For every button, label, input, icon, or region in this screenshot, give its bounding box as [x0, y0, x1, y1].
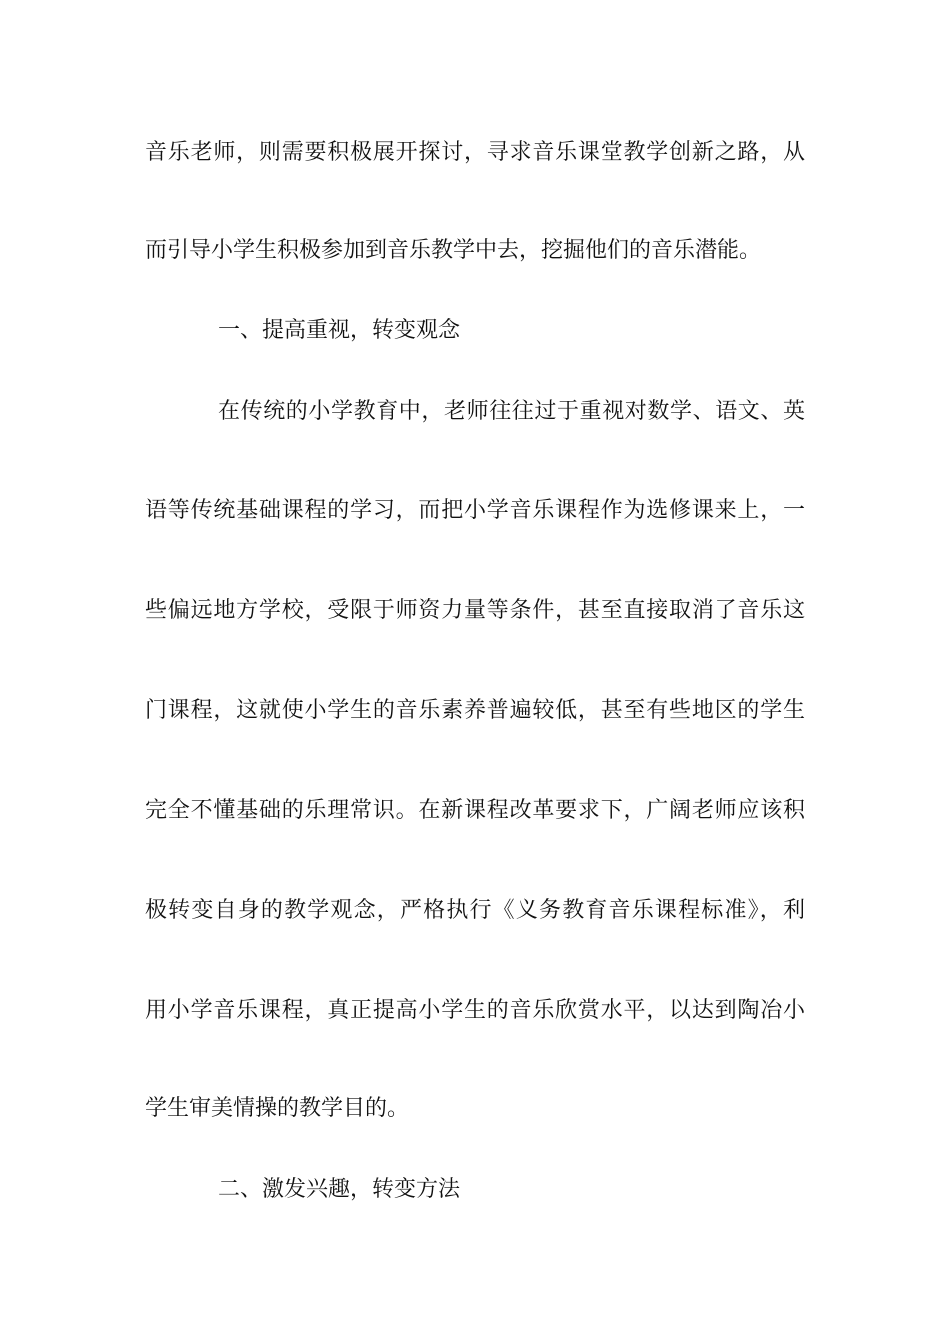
- text-line: 而引导小学生积极参加到音乐教学中去，挖掘他们的音乐潜能。: [145, 238, 762, 263]
- paragraph-first-line: 在传统的小学教育中，老师往往过于重视对数学、语文、英: [218, 399, 805, 424]
- text-line: 语等传统基础课程的学习，而把小学音乐课程作为选修课来上，一: [145, 498, 805, 523]
- section-heading: 二、激发兴趣，转变方法: [218, 1177, 461, 1202]
- section-heading: 一、提高重视，转变观念: [218, 318, 461, 343]
- text-line: 学生审美情操的教学目的。: [145, 1096, 410, 1121]
- text-line: 音乐老师，则需要积极展开探讨，寻求音乐课堂教学创新之路，从: [145, 140, 805, 165]
- text-line: 门课程，这就使小学生的音乐素养普遍较低，甚至有些地区的学生: [145, 698, 805, 723]
- text-line: 极转变自身的教学观念，严格执行《义务教育音乐课程标准》，利: [145, 898, 805, 923]
- text-line: 完全不懂基础的乐理常识。在新课程改革要求下，广阔老师应该积: [145, 798, 805, 823]
- text-line: 些偏远地方学校，受限于师资力量等条件，甚至直接取消了音乐这: [145, 598, 805, 623]
- text-line: 用小学音乐课程，真正提高小学生的音乐欣赏水平，以达到陶冶小: [145, 998, 805, 1023]
